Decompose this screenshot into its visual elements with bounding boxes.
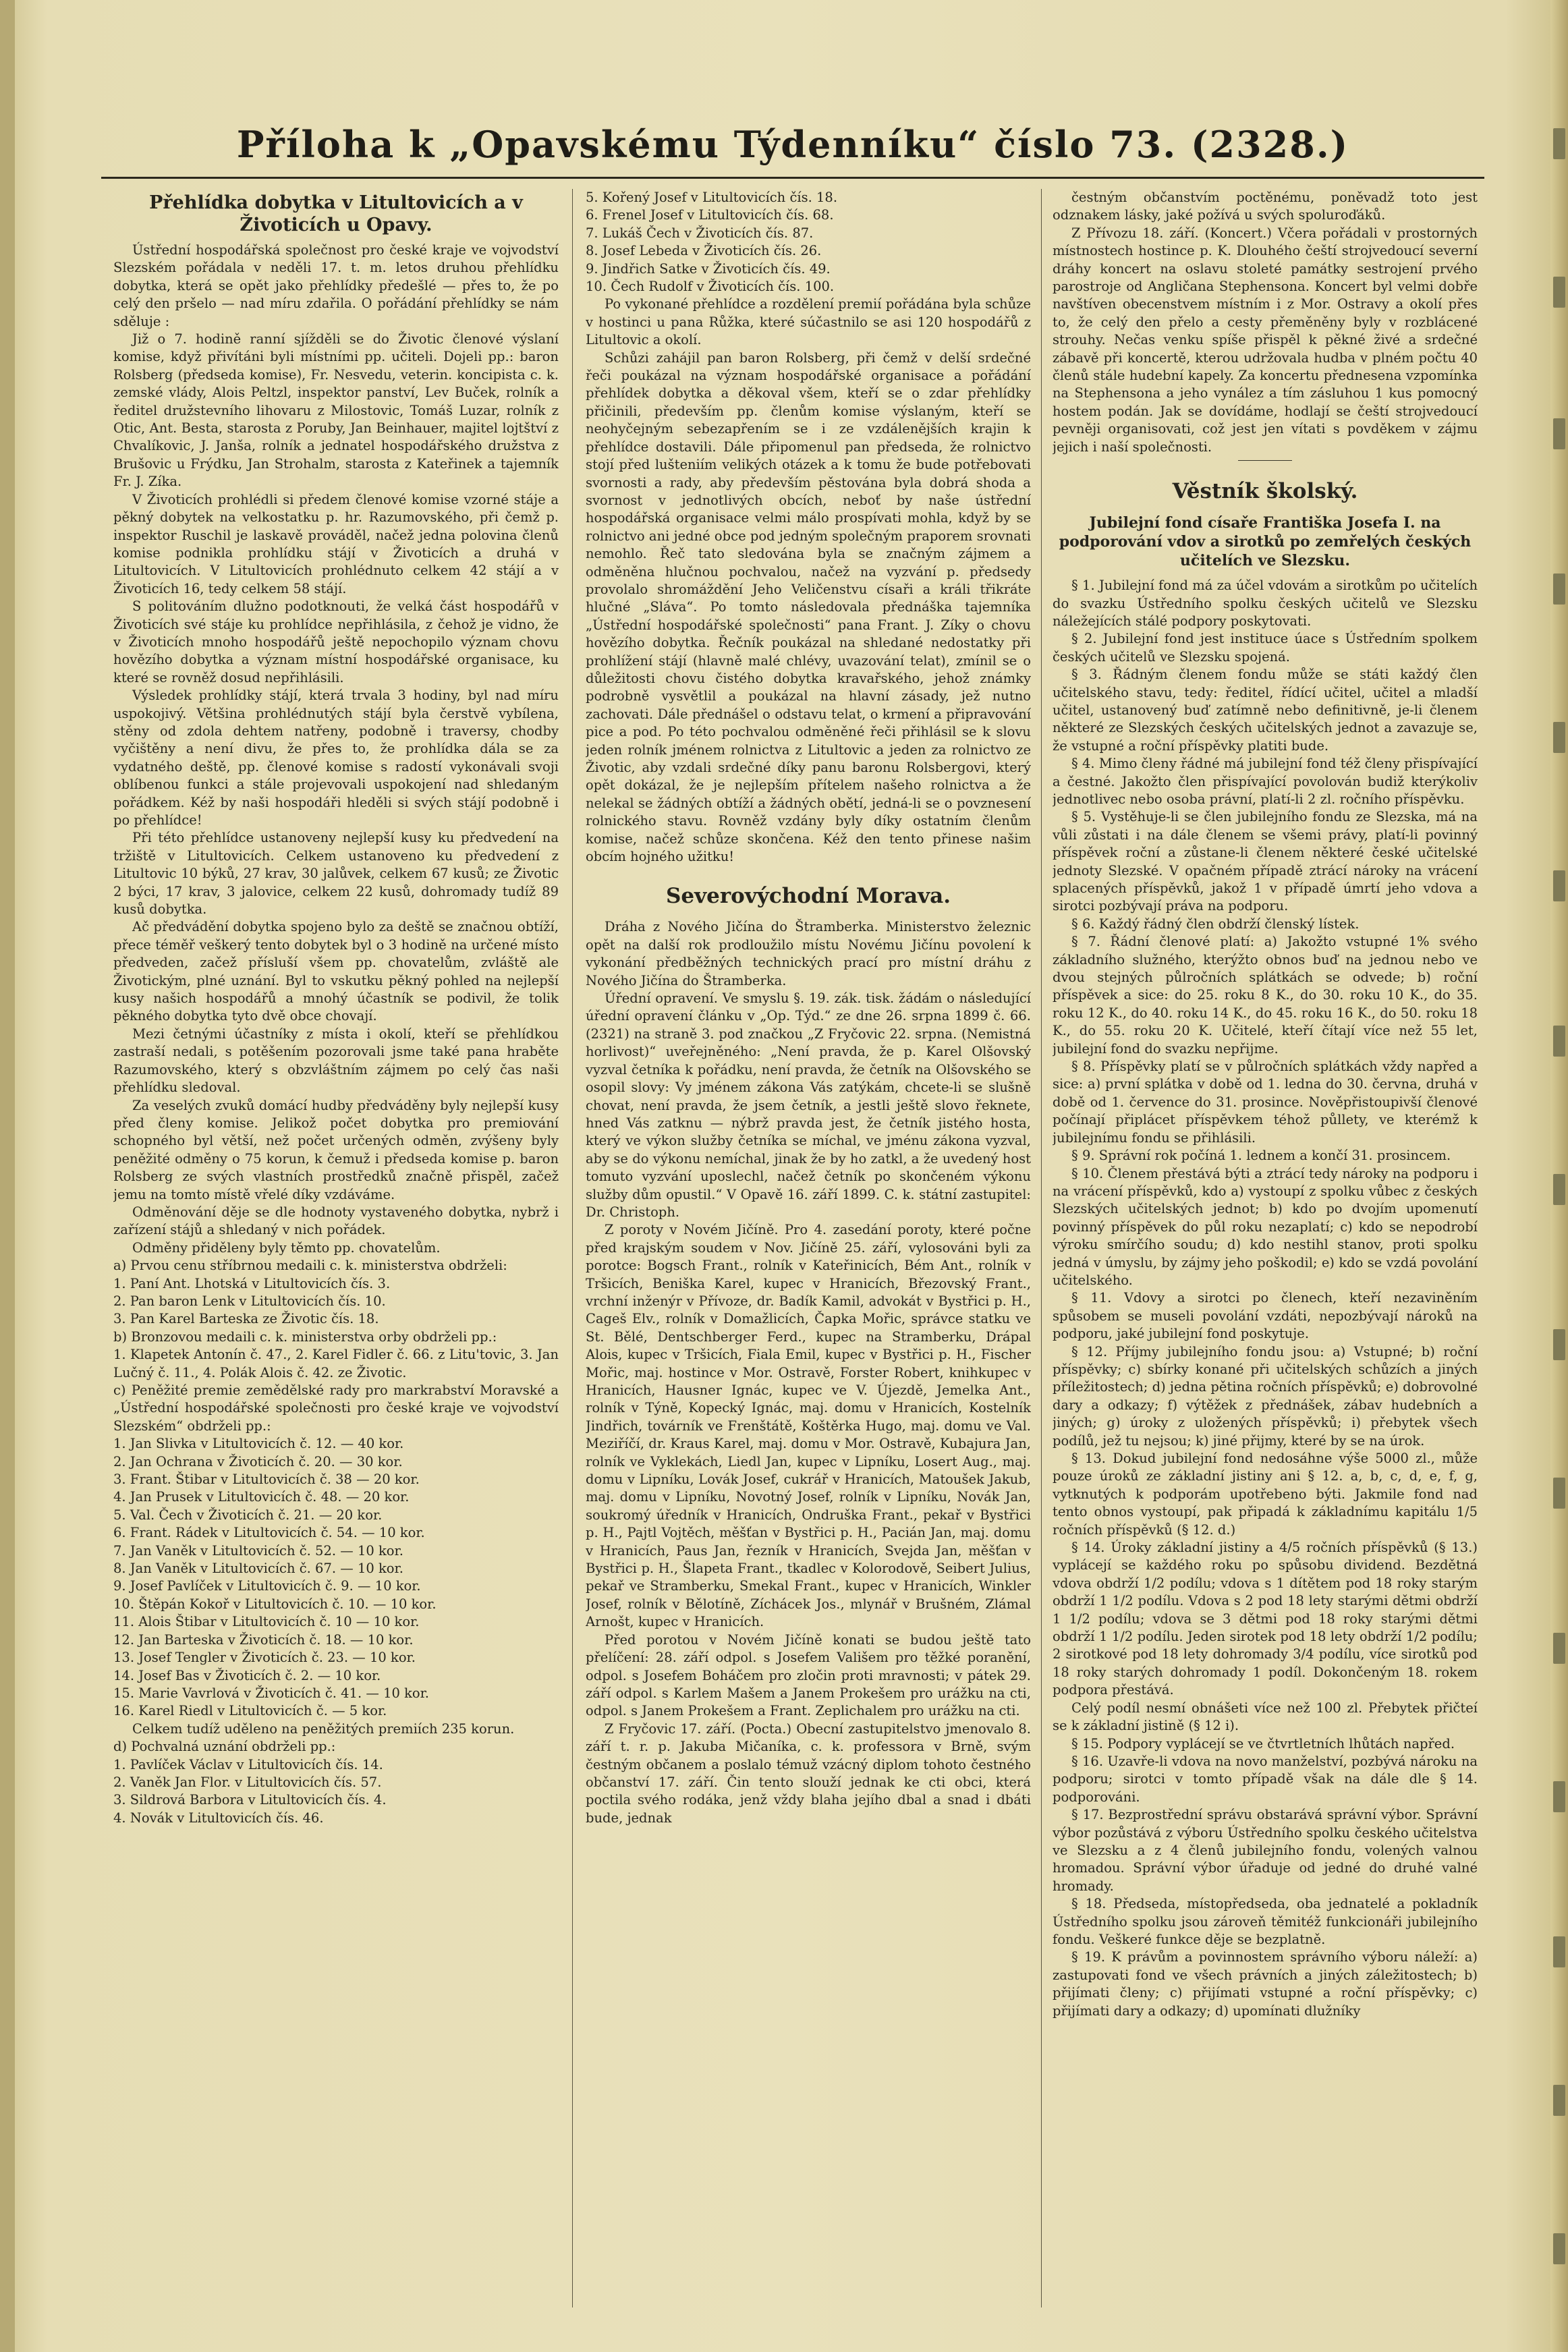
paragraph: § 16. Uzavře-li vdova na novo manželství, pozbývá nároku na podporu; sirotci v tomto případě však na dále dle § 14. podporováni. [1053, 1753, 1478, 1805]
paragraph: Schůzi zahájil pan baron Rolsberg, při čemž v delší srdečné řeči poukázal na význam hospodářské organisace a pořádání přehlídek dobytka a děkoval všem, kteří se o zdar přehlídky přičinili, především pp. členům komise výslaným, kteří se neohyčejným sebezapřením se i ze vzdálenějších krajin k přehlídce dostavili. Dále připomenul pan předseda, že rolnictvo stojí před lušteniím velikých otázek a k tomu že bude potřebovati svornosti a rady, aby především pěstována byla dobrá shoda a svornost v jednotlivých obcích, neboť by naše ústřední hospodářská organisace velmi málo prospívati mohla, když by se rolnictvo ani jedné obce pod jedným společným praporem srovnati nemohlo. Řeč tato sledována byla se značným zájmem a odměněna hlučnou pochvalou, načež na vyzvání p. předsedy provolalo shromáždění Jeho Veličenstvu císaři a králi třikráte hlučné „Sláva“. Po tomto následovala přednáška tajemníka „Ústřední hospodářské společnosti“ pana Frant. J. Zíky o chovu hovězího dobytka. Řečník poukázal na shledané nedostatky při prohlížení stájí (hlavně malé chlévy, uvazování telat), zmínil se o důležitosti chovu čistého dobytka kravařského, jehož známky podrobně vysvětlil a poukázal na hlavní zásady, jež nutno zachovati. Dále přednášel o odstavu telat, o krmení a připravování pice a pod. Po této pochvalou odměněné řeči přihlásil se k slovu jeden rolník jménem rolnictva z Litultovic a jeden za rolnictvo ze Životic, aby vzdali srdečné díky panu baronu Rolsbergovi, který opět dokázal, že je nejlepším přítelem našeho rolnictva a že nelekal se žádných obtíží a žádných obětí, jedná-li se o povznesení rolnického stavu. Rovněž vzdány byly díky ostatním členům komise, načež schůze skončena. Kéž den tento přinese našim obcím hojného užitku! [586, 349, 1031, 865]
separator [1238, 460, 1292, 461]
paragraph: V Životicích prohlédli si předem členové komise vzorné stáje a pěkný dobytek na velkostatku p. hr. Razumovského, při čemž p. inspektor Ruschil je laskavě prováděl, načež jedna polovina členů komise podnikla prohlídku stájí v Životicích a druhá v Litultovicích. V Litultovicích prohlédnuto celkem 42 stájí a v Životicích 16, tedy celkem 58 stájí. [113, 491, 559, 596]
paragraph: Celý podíl nesmí obnášeti více než 100 zl. Přebytek přičteí se k základní jistině (§ 12 i). [1053, 1700, 1478, 1734]
paragraph: Při této přehlídce ustanoveny nejlepší kusy ku předvedení na tržiště v Litultovicích. Celkem ustanoveno ku předvedení z Litultovic 10 býků, 27 krav, 30 jalůvek, celkem 67 kusů; ze Životic 2 býci, 17 krav, 3 jalovice, celkem 22 kusů, dohromady tudíž 89 kusů dobytka. [113, 830, 559, 918]
column-divider [572, 189, 573, 2307]
paragraph: 3. Frant. Štibar v Litultovicích č. 38 — 20 kor. [113, 1472, 420, 1488]
paragraph: § 6. Každý řádný člen obdrží členský lístek. [1071, 916, 1360, 932]
edge-tab [1553, 418, 1565, 449]
column-1 [113, 189, 559, 2314]
edge-tab [1553, 277, 1565, 308]
paragraph: Mezi četnými účastníky z místa i okolí, kteří se přehlídkou zastraší nedali, s potěšením pozorovali jsme také pana hraběte Razumovského, který s obzvláštním zájmem po celý čas naši přehlídku sledoval. [113, 1026, 559, 1096]
paragraph: Již o 7. hodině ranní sjížděli se do Životic členové výslaní komise, když přivítáni byli místními pp. učiteli. Dojeli pp.: baron Rolsberg (předseda komise), Fr. Nesvedu, veterin. koncipista c. k. zemské vlády, Alois Peltzl, inspektor panství, Lev Buček, rolník a ředitel družstevního lihovaru z Milostovic, Tomáš Luzar, rolník z Otic, Ant. Besta, starosta z Poruby, Jan Beinhauer, majitel lojtštví z Chvalíkovic, J. Janša, rolník a jednatel hospodářského družstva z Brušovic u Frýdku, Jan Strohalm, starosta z Kateřinek a tajemník Fr. J. Zíka. [113, 331, 559, 490]
edge-tab [1553, 2085, 1565, 2116]
paragraph: 9. Josef Pavlíček v Litultovicích č. 9. — 10 kor. [113, 1578, 421, 1594]
paragraph: Ústřední hospodářská společnost pro české kraje ve vojvodství Slezském pořádala v neděli 17. t. m. letos druhou přehlídku dobytka, která se opět jako přehlídky předešlé — přes to, že po celý den pršelo — nad míru zdařila. O pořádání přehlídky se nám sděluje : [113, 242, 559, 329]
paragraph: § 7. Řádní členové platí: a) Jakožto vstupné 1% svého základního služného, kterýžto obnos buď na jednou nebo ve dvou stejných půlročních splátkách se odvede; b) roční příspěvek a sice: do 25. roku 8 K., do 30. roku 10 K., do 35. roku 12 K., do 40. roku 14 K., do 45. roku 16 K., do 50. roku 18 K., do 55. roku 20 K. Učitelé, kteří čítají více než 55 let, jubilejní fond do svazku nepřijme. [1053, 934, 1478, 1057]
edge-tab [1553, 1478, 1565, 1509]
edge-tab [1553, 1936, 1565, 1967]
paragraph: 3. Pan Karel Barteska ze Životic čís. 18. [113, 1311, 379, 1327]
paragraph: 2. Jan Ochrana v Životicích č. 20. — 30 kor. [113, 1453, 403, 1469]
paragraph: Odměnování děje se dle hodnoty vystaveného dobytka, nybrž i zařízení stájů a shledaný v nich pořádek. [113, 1204, 559, 1238]
paragraph: 10. Čech Rudolf v Životicích čís. 100. [586, 279, 835, 295]
paragraph: 14. Josef Bas v Životicích č. 2. — 10 kor. [113, 1667, 381, 1683]
article-title: Přehlídka dobytka v Litultovicích a v Životicích u Opavy. [149, 192, 523, 235]
paragraph: § 1. Jubilejní fond má za účel vdovám a sirotkům po učitelích do svazku Ústředního spolku českých učitelů ve Slezsku náležejících stálé podpory poskytovati. [1053, 578, 1478, 629]
edge-tab [1553, 722, 1565, 753]
edge-tab [1553, 1026, 1565, 1057]
article-body [1053, 189, 1478, 456]
paragraph: § 12. Příjmy jubilejního fondu jsou: a) Vstupné; b) roční příspěvky; c) sbírky konané při učitelských schůzích a jiných příležitostech; d) jedna pětina ročních příspěvků; e) dobrovolné dary a odkazy; f) výtěžek z přednášek, zábav hudebních a jiných; g) úroky z uložených příspěvků; i) přebytek všech podílů, jež tu nejsou; k) jiné přijmy, které by se na úrok. [1053, 1343, 1478, 1449]
paragraph: 6. Frenel Josef v Litultovicích čís. 68. [586, 207, 834, 223]
paragraph: 8. Jan Vaněk v Litultovicích č. 67. — 10 kor. [113, 1561, 403, 1577]
paragraph: 8. Josef Lebeda v Životicích čís. 26. [586, 243, 822, 259]
edge-tab [1553, 128, 1565, 159]
edge-tab [1553, 1633, 1565, 1664]
paragraph: Z Přívozu 18. září. (Koncert.) Včera pořádali v prostorných místnostech hostince p. K. Dlouhého čeští strojvedoucí severní dráhy koncert na oslavu stoleté památky sestrojení prvého parostroje od Angličana Stephensona. Koncert byl velmi dobře navštíven obecenstvem místním i z Mor. Ostravy a okolí přes to, že celý den přelo a cesty přeměněny byly v rozblácené strouhy. Nečas venku spíše přispěl k pěkné živé a srdečné zábavě při koncertě, kterou udržovala hudba v plném počtu 40 členů stále hudební kapely. Za koncertu přednesena vzpomínka na Stephensona a jeho vynález a tím zásluhou 1 kus pomocný hostem podán. Jak se dovídáme, hodlají se čeští strojvedoucí pevněji organisovati, což jest jen vítati s povděkem v zájmu jejich i naší společnosti. [1053, 225, 1478, 455]
paragraph: § 18. Předseda, místopředseda, oba jednatelé a pokladník Ústředního spolku jsou zároveň těmitéž funkcionáři jubilejního fondu. Veškeré funkce děje se bezplatně. [1053, 1896, 1478, 1947]
paragraph: Za veselých zvuků domácí hudby předváděny byly nejlepší kusy před členy komise. Jelikož počet dobytka pro premiování schopného byl větší, než počet určených odměn, zvýšeny byly peněžité odměny o 75 korun, k čemuž i předseda komise p. baron Rolsberg ze svých vlastních prostředků značně přispěl, začež jemu na tomto místě vřelé díky vzdáváme. [113, 1097, 559, 1202]
paragraph: § 3. Řádným členem fondu může se státi každý člen učitelského stavu, tedy: ředitel, řídící učitel, učitel a mladší učitel, ustanovený buď zatímně nebo definitivně, je-li členem některé ze Slezských českých učitelských jednot a zavazuje se, že vstupné a roční příspěvky platiti bude. [1053, 667, 1478, 754]
paragraph: § 17. Bezprostřední správu obstarává správní výbor. Správní výbor pozůstává z výboru Ústředního spolku českého učitelstva ve Slezsku a z 4 členů jubilejního fondu, volených valnou hromadou. Správní výbor úřaduje od jedné do druhé valné hromady. [1053, 1807, 1478, 1894]
paragraph: 1. Jan Slivka v Litultovicích č. 12. — 40 kor. [113, 1436, 404, 1452]
article-body [113, 242, 559, 1827]
column-divider [1041, 189, 1042, 2307]
column-3 [1053, 189, 1478, 2314]
edge-tab [1553, 573, 1565, 605]
paragraph: Dráha z Nového Jičína do Štramberka. Ministerstvo železnic opět na další rok prodloužilo místu Novému Jičínu povolení k vykonání předběžných technických prací pro místní dráhu z Nového Jičína do Štramberka. [586, 919, 1031, 988]
paragraph: 15. Marie Vavrlová v Životicích č. 41. — 10 kor. [113, 1685, 430, 1701]
paragraph: Ač předvádění dobytka spojeno bylo za deště se značnou obtíží, přece téměř veškerý tento dobytek byl o 3 hodině na určené místo předveden, začež přísluší všem pp. chovatelům, zvláště ale Životickým, plné uznání. Byl to vskutku pěkný pohled na nejlepší kusy našich hospodářů a mnohý účastník se podivil, že tolik pěkného dobytka tyto dvě obce chovají. [113, 919, 559, 1024]
paragraph: 12. Jan Barteska v Životicích č. 18. — 10 kor. [113, 1631, 414, 1648]
paragraph: 1. Paní Ant. Lhotská v Litultovicích čís. 3. [113, 1275, 391, 1291]
article-subtitle: Jubilejní fond císaře Františka Josefa I. na podporování vdov a sirotků po zemřelých českých učitelích ve Slezsku. [1059, 514, 1472, 570]
paragraph: § 10. Členem přestává býti a ztrácí tedy nároky na podporu i na vrácení příspěvků, kdo a) vystoupí z spolku vůbec z českých Slezských učitelských jednot; b) kdo po dvojím upomenutí povinný příspěvek do půl roku nezaplatí; c) kdo se nepodrobí výroku smírčího soudu; d) kdo nestihl stanov, proti spolku jedná v úmyslu, by zájmy jeho poškodil; e) kdo se vzdá povolání učitelského. [1053, 1165, 1478, 1288]
paragraph: a) Prvou cenu stříbrnou medaili c. k. ministerstva obdrželi: [113, 1258, 507, 1274]
paragraph: Odměny přiděleny byly těmto pp. chovatelům. [132, 1239, 441, 1256]
paragraph: Úřední opravení. Ve smyslu §. 19. zák. tisk. žádám o následující úřední opravení článku v „Op. Týd.“ ze dne 26. srpna 1899 č. 66. (2321) na straně 3. pod značkou „Z Fryčovic 22. srpna. (Nemistná horlivost)“ uveřejněného: „Není pravda, že p. Karel Olšovský vyzval četníka k pořádku, není pravda, že četník na Olšovského se osopil slovy: Vy jménem zákona Vás zatýkám, chcete-li se slušně chovat, není pravda, že jsem četník, a jestli ještě slovo řeknete, hned Vás zatknu — nýbrž pravda jest, že četník jistého hosta, který ve výkon služby četníka se míchal, ve jménu zákona vyzval, aby se do výkonu nemíchal, jinak že by ho zatkl, a že uvedený host tomuto vyzvání uposlechl, načež četník po skončeném výkonu služby dům opustil.“ V Opavě 16. září 1899. C. k. státní zastupitel: Dr. Christoph. [586, 990, 1031, 1220]
paragraph: čestným občanstvím poctěnému, poněvadž toto jest odznakem lásky, jaké požívá u svých spoluroďáků. [1053, 190, 1478, 223]
paragraph: 7. Lukáš Čech v Životicích čís. 87. [586, 225, 814, 241]
paragraph: Před porotou v Novém Jičíně konati se budou ještě tato přelíčení: 28. září odpol. s Josefem Vališem pro těžké poranění, odpol. s Josefem Boháčem pro zločin proti mravnosti; v pátek 29. září odpol. s Karlem Mašem a Janem Prokešem pro urážku na cti, odpol. s Janem Prokešem a Frant. Zeplichalem pro urážku na cti. [586, 1631, 1031, 1719]
paragraph: c) Peněžité premie zemědělské rady pro markrabství Moravské a „Ústřední hospodářské společnosti pro české kraje ve vojvodství Slezském“ obdrželi pp.: [113, 1382, 559, 1434]
paragraph: Výsledek prohlídky stájí, která trvala 3 hodiny, byl nad míru uspokojivý. Většina prohlédnutých stájí byla čerstvě vybílena, stěny od zdola dehtem natřeny, podobně i traversy, chodby vyčištěny a není divu, že přes to, že prohlídka dála se za vydatného deště, pp. členové komise s radostí vykonávali svoji oblíbenou funkci a stále projevovali uspokojení nad shledaným pořádkem. Kéž by naši hospodáři hleděli si svých stájí podobně i po přehlídce! [113, 688, 559, 828]
paragraph: § 19. K právům a povinnostem správního výboru náleží: a) zastupovati fond ve všech právních a jiných záležitostech; b) přijímati členy; c) přijímati vstupné a roční příspěvky; c) přijímati dary a odkazy; d) upomínati dlužníky [1053, 1949, 1478, 2019]
paragraph: 10. Štěpán Kokoř v Litultovicích č. 10. — 10 kor. [113, 1596, 437, 1612]
paragraph: 16. Karel Riedl v Litultovicích č. — 5 kor. [113, 1703, 387, 1719]
paragraph: § 8. Příspěvky platí se v půlročních splátkách vždy napřed a sice: a) první splátka v době od 1. ledna do 30. června, druhá v době od 1. července do 31. prosince. Nověpřistoupivší členové počínají připlácet příspěvkem téhož půllety, ve kterémž k jubilejnímu fondu se přihlásili. [1053, 1059, 1478, 1146]
paragraph: Z Fryčovic 17. září. (Pocta.) Obecní zastupitelstvo jmenovalo 8. září t. r. p. Jakuba Mičaníka, c. k. professora v Brně, svým čestným občanem a poslalo témuž vzácný diplom tohoto čestného občanství 17. září. Čin tento slouží jednak ke cti obci, která poctila svého rodáka, jenž vždy blaha jejího dbal a snad i dbáti bude, jednak [586, 1720, 1031, 1826]
page-right-edge [1550, 0, 1568, 2352]
masthead-title: Příloha k „Opavskému Týdenníku“ číslo 73. (2328.) [236, 123, 1349, 166]
paragraph: 4. Novák v Litultovicích čís. 46. [113, 1810, 324, 1826]
paragraph: § 5. Vystěhuje-li se člen jubilejního fondu ze Slezska, má na vůli zůstati i na dále členem se všemi právy, platí-li povinný příspěvek roční a zůstane-li členem některé české učitelské jednoty Slezské. V opačném případě ztrácí nároky na vrácení splacených příspěvků, jakož 1 v případě úmrtí jeho vdova a sirotci pozbývají práva na podporu. [1053, 809, 1478, 914]
paragraph: § 11. Vdovy a sirotci po členech, kteří nezaviněním spůsobem se museli povolání vzdáti, nepozbývají nároků na podporu, jaké jubilejní fond poskytuje. [1053, 1290, 1478, 1342]
edge-tab [1553, 870, 1565, 901]
paragraph: b) Bronzovou medaili c. k. ministerstva orby obdrželi pp.: [113, 1328, 497, 1345]
paragraph: Z poroty v Novém Jičíně. Pro 4. zasedání poroty, které počne před krajským soudem v Nov. Jičíně 25. září, vylosováni byli za porotce: Bogsch Frant., rolník v Kateřinicích, Bém Ant., rolník v Tršicích, Beniška Karel, kupec v Hranicích, Březovský Frant., vrchní inženýr v Přívoze, dr. Badík Kamil, advokát v Bystřici p. H., Cageš Elv., rolník v Domažlicích, Čapka Mořic, správce statku ve St. Bělé, Dentschberger Ferd., kupec na Stramberku, Drápal Alois, kupec v Tršicích, Fiala Emil, kupec v Bystřici p. H., Fischer Mořic, maj. hostince v Mor. Ostravě, Forster Robert, knihkupec v Hranicích, Hausner Ignác, kupec ve V. Újezdě, Jemelka Ant., rolník v Týně, Kopecký Ignác, maj. domu v Hranicích, Kostelník Jindřich, továrník ve Frenštátě, Koštěrka Hugo, maj. domu ve Val. Meziříčí, dr. Kraus Karel, maj. domu v Mor. Ostravě, Kubajura Jan, rolník ve Vyklekách, Liedl Jan, kupec v Lipníku, Losert Aug., maj. domu v Lipníku, Lovák Josef, cukrář v Hranicích, Matoušek Jakub, maj. domu v Lipníku, Novotný Josef, rolník v Lipníku, Novák Jan, soukromý úředník v Hranicích, Ondruška Frant., pekař v Bystřici p. H., Pajtl Vojtěch, měšťan v Bystřici p. H., Pacián Jan, maj. domu v Hranicích, Paus Jan, řezník v Hranicích, Svejda Jan, měšťan v Bystřici p. H., Šlapeta Frant., tkadlec v Kolorodově, Seibert Julius, pekař ve Stramberku, Smekal Frant., kupec v Hranicích, Winkler Josef, rolník v Bělotíně, Zíchácek Jos., mlynář v Brušném, Zlámal Arnošt, kupec v Hranicích. [586, 1222, 1031, 1630]
paragraph: 5. Val. Čech v Životicích č. 21. — 20 kor. [113, 1507, 383, 1523]
paragraph: 2. Vaněk Jan Flor. v Litultovicích čís. 57. [113, 1774, 382, 1790]
paragraph: 1. Pavlíček Václav v Litultovicích čís. 14. [113, 1756, 383, 1772]
paragraph: Celkem tudíž uděleno na peněžitých premiích 235 korun. [132, 1720, 515, 1737]
edge-tab [1553, 1329, 1565, 1360]
paragraph: § 15. Podpory vyplácejí se ve čtvrtletních lhůtách napřed. [1071, 1735, 1455, 1752]
paragraph: d) Pochvalná uznání obdrželi pp.: [113, 1739, 336, 1755]
paragraph: 5. Kořený Josef v Litultovicích čís. 18. [586, 190, 838, 205]
edge-tab [1553, 1174, 1565, 1205]
paragraph: 2. Pan baron Lenk v Litultovicích čís. 10. [113, 1293, 386, 1309]
edge-tab [1553, 1781, 1565, 1812]
article-body [586, 189, 1031, 866]
section-heading: Severovýchodní Morava. [665, 884, 951, 909]
news-items [586, 918, 1031, 1827]
paragraph: § 4. Mimo členy řádné má jubilejní fond též členy přispívající a čestné. Jakožto člen přispívající povolován budiž kterýkoliv jednotlivec nebo osoba právní, platí-li 2 zl. ročního příspěvku. [1053, 756, 1478, 807]
paragraph: 7. Jan Vaněk v Litultovicích č. 52. — 10 kor. [113, 1542, 403, 1559]
paragraph: § 13. Dokud jubilejní fond nedosáhne výše 5000 zl., může pouze úroků ze základní jistiny ani § 12. a, b, c, d, e, f, g, vytknutých k podporám upotřebeno býti. Jakmile fond nad tento obnos vystoupí, pak připadá k základnímu kapitálu 1/5 ročních příspěvků (§ 12. d.) [1053, 1451, 1478, 1538]
paragraph: 11. Alois Štibar v Litultovicích č. 10 — 10 kor. [113, 1614, 420, 1630]
paragraph: § 2. Jubilejní fond jest instituce úace s Ústředním spolkem českých učitelů ve Slezsku spojená. [1053, 631, 1478, 665]
paragraph: 4. Jan Prusek v Litultovicích č. 48. — 20 kor. [113, 1489, 410, 1505]
paragraph: S politováním dlužno podotknouti, že velká část hospodářů v Životicích své stáje ku prohlídce nepřihlásila, z čehož je vidno, že v Životicích mnoho hospodářů ještě nepochopilo význam chovu hovězího dobytka a význam místní hospodářské organisace, ku které se rovněž dosud nepřihlásili. [113, 598, 559, 685]
page-left-edge [0, 0, 15, 2352]
statute-paragraphs [1053, 577, 1478, 2020]
paragraph: § 14. Úroky základní jistiny a 4/5 ročních příspěvků (§ 13.) vyplácejí se každého roku po spůsobu dividend. Bezdětná vdova obdrží 1/2 podílu; vdova s 1 dítětem pod 18 roky starým obdrží 1 1/2 podílu. Vdova s 2 pod 18 lety starými dětmi obdrží 1 1/2 podílu; vdova se 3 dětmi pod 18 roky starými dětmi obdrží 1 1/2 podílu. Jeden sirotek pod 18 lety obdrží 1/2 podílu; 2 sirotkové pod 18 lety dohromady 3/4 podílu, více sirotků pod 18 roky starých dohromady 1 podíl. Dokončeným 18. rokem podpora přestává. [1053, 1540, 1478, 1698]
column-2 [586, 189, 1031, 2314]
edge-tab [1553, 2233, 1565, 2264]
section-heading: Věstník školský. [1172, 479, 1358, 504]
masthead-rule [101, 177, 1484, 179]
paragraph: 1. Klapetek Antonín č. 47., 2. Karel Fidler č. 66. z Litu'tovic, 3. Jan Lučný č. 11., 4. Polák Alois č. 42. ze Životic. [113, 1347, 559, 1380]
paragraph: 6. Frant. Rádek v Litultovicích č. 54. — 10 kor. [113, 1525, 425, 1541]
paragraph: Po vykonané přehlídce a rozdělení premií pořádána byla schůze v hostinci u pana Růžka, které súčastnilo se asi 120 hospodářů z Litultovic a okolí. [586, 296, 1031, 348]
paragraph: § 9. Správní rok počíná 1. lednem a končí 31. prosincem. [1071, 1148, 1451, 1164]
paragraph: 13. Josef Tengler v Životicích č. 23. — 10 kor. [113, 1650, 416, 1666]
paragraph: 9. Jindřich Satke v Životicích čís. 49. [586, 260, 831, 277]
paragraph: 3. Sildrová Barbora v Litultovicích čís. 4. [113, 1792, 387, 1808]
